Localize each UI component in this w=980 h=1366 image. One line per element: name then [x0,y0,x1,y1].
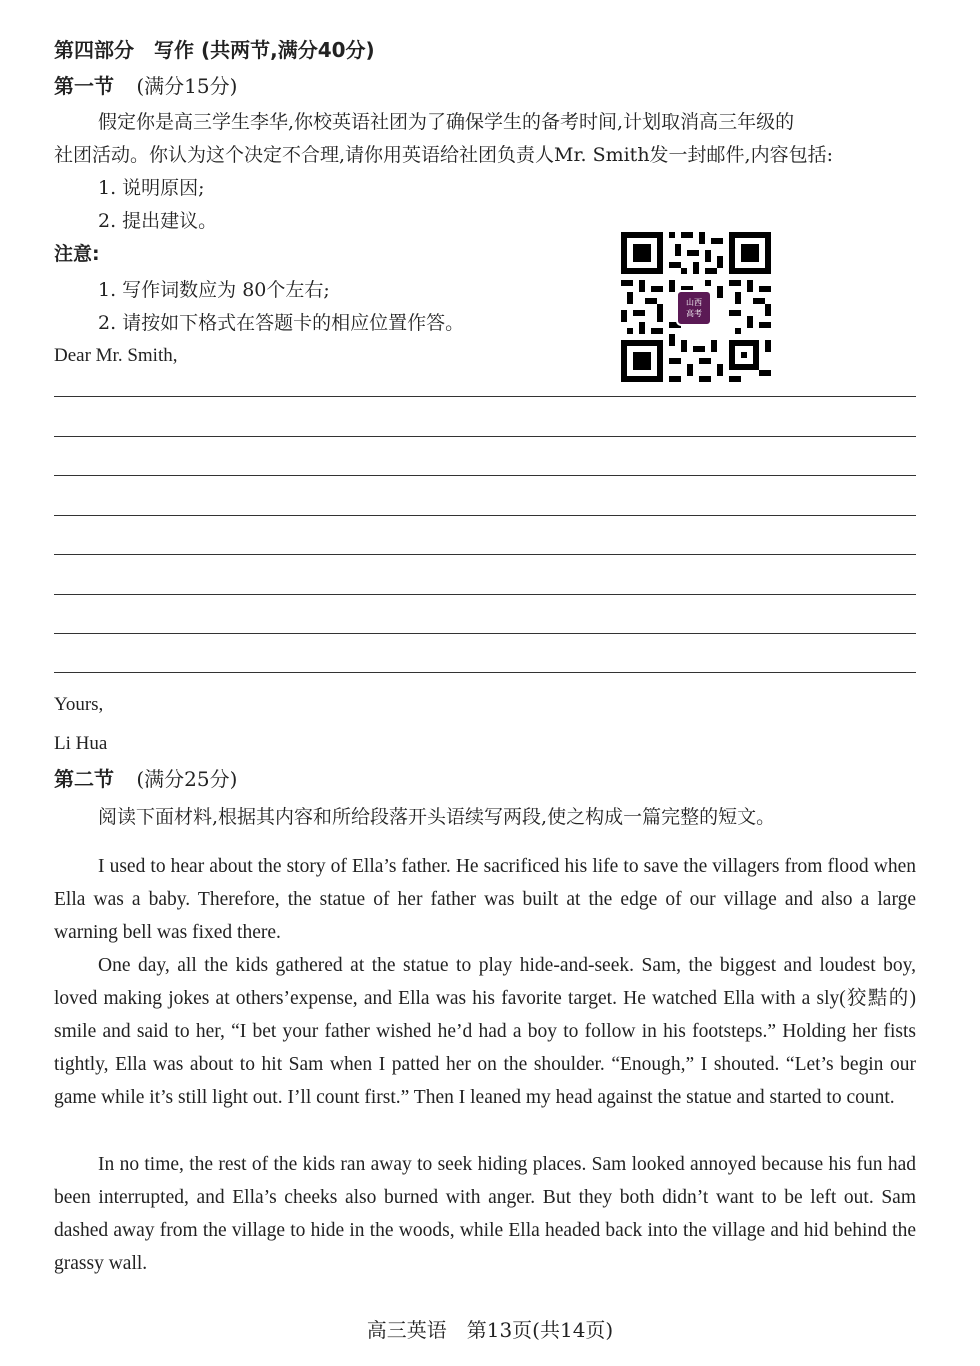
note-2: 2. 请按如下格式在答题卡的相应位置作答。 [98,312,465,334]
prompt-line-1: 假定你是高三学生李华,你校英语社团为了确保学生的备考时间,计划取消高三年级的 [98,111,795,133]
note-1: 1. 写作词数应为 80个左右; [98,279,330,301]
prompt-line-2: 社团活动。你认为这个决定不合理,请你用英语给社团负责人Mr. Smith发一封邮件,内容包括: [54,144,833,166]
story-paragraph-3: In no time, the rest of the kids ran away to seek hiding places. Sam looked annoyed because his fun had been interrupted, and Ella’s cheeks also burned with anger. But they both didn’t want to be left out. Sam dashed away from the village to hide in the woods, while Ella headed back into the village and hid behind the grassy wall. [54,1154,916,1274]
writing-line [54,672,916,673]
writing-line [54,515,916,516]
writing-line [54,633,916,634]
salutation: Dear Mr. Smith, [54,345,178,366]
qr-center-logo [676,290,712,326]
section2-heading: 第二节 [54,767,114,791]
writing-line [54,396,916,397]
writing-line [54,475,916,476]
section1-heading: 第一节 [54,74,114,98]
section1-score: (满分15分) [136,74,238,98]
page-footer: 高三英语 第13页(共14页) [366,1318,614,1342]
section2-heading-line [54,765,237,793]
section2-instruction: 阅读下面材料,根据其内容和所给段落开头语续写两段,使之构成一篇完整的短文。 [98,806,776,828]
signature: Li Hua [54,733,108,754]
writing-line [54,554,916,555]
section1-heading-line [54,72,237,100]
qr-logo-line-1: 山西 [686,298,702,307]
story-paragraph-1: I used to hear about the story of Ella’s father. He sacrificed his life to save the villagers from flood when Ella was a baby. Therefore, the statue of her father was built at the edge of our village and also a large warning bell was fixed there. [54,856,916,943]
point-1: 1. 说明原因; [98,177,205,199]
writing-line [54,594,916,595]
writing-line [54,436,916,437]
story-paragraph-2: One day, all the kids gathered at the statue to play hide-and-seek. Sam, the biggest and loudest boy, loved making jokes at others’expense, and Ella was his favorite target. He watched Ella with a sly(狡黠的) smile and said to her, “I bet your father wished he’d had a boy to follow in his footsteps.” Holding her fists tightly, Ella was about to hit Sam when I patted her on the shoulder. “Enough,” I shouted. “Let’s begin our game while it’s still light out. I’ll count first.” Then I leaned my head against the statue and started to count. [54,955,916,1108]
closing: Yours, [54,694,104,715]
qr-logo-line-2: 高考 [686,309,702,318]
section2-score: (满分25分) [136,767,238,791]
point-2: 2. 提出建议。 [98,210,218,232]
part-heading: 第四部分 写作 (共两节,满分40分) [54,38,375,62]
notes-label: 注意: [54,243,100,265]
